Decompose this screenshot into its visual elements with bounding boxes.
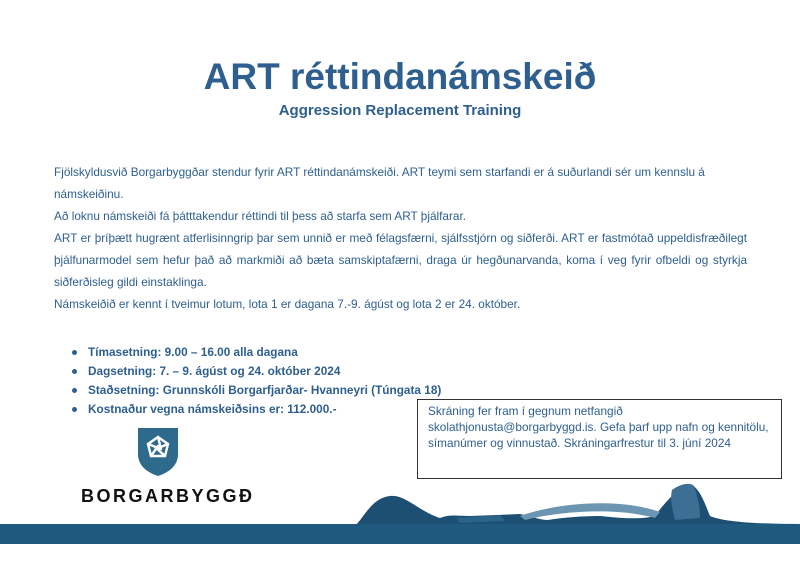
page-subtitle: Aggression Replacement Training	[278, 102, 522, 119]
intro-paragraph: Námskeiðið er kennt í tveimur lotum, lota 1 er dagana 7.-9. ágúst og lota 2 er 24. október.	[54, 297, 521, 311]
detail-cost: Kostnaður vegna námskeiðsins er: 112.000.-	[72, 400, 441, 419]
intro-paragraph: Að loknu námskeiði fá þátttakendur réttindi til þess að starfa sem ART þjálfarar.	[54, 209, 467, 223]
brand-name: BORGARBYGGÐ	[81, 486, 255, 506]
detail-dates: Dagsetning: 7. – 9. ágúst og 24. október 2024	[72, 362, 441, 381]
page-title: ART réttindanámskeið	[203, 56, 597, 97]
intro-paragraph: ART er þríþætt hugrænt atferlisinngrip þar sem unnið er með félagsfærni, sjálfsstjórn og siðferði. ART er fastmótað uppeldisfræðilegt þjálfunarmodel sem hefur það að markmiði að bæta samskiptafærni, draga úr hegðunarvanda, koma í veg fyrir ofbeldi og styrkja siðferðisleg gildi einstaklinga.	[54, 231, 747, 289]
intro-paragraph: Fjölskyldusvið Borgarbyggðar stendur fyrir ART réttindanámskeiði. ART teymi sem starfandi er á suðurlandi sér um kennslu á námskeiðinu.	[54, 165, 705, 201]
borgarbyggd-shield-icon	[137, 427, 179, 477]
detail-location: Staðsetning: Grunnskóli Borgarfjarðar- Hvanneyri (Túngata 18)	[72, 381, 441, 400]
course-details-list	[72, 343, 441, 419]
intro-text	[54, 161, 747, 315]
registration-box: Skráning fer fram í gegnum netfangið skolathjonusta@borgarbyggd.is. Gefa þarf upp nafn og kennitölu, símanúmer og vinnustað. Skráningarfrestur til 3. júní 2024	[417, 399, 782, 479]
mountain-landscape	[0, 476, 800, 566]
detail-time: Tímasetning: 9.00 – 16.00 alla dagana	[72, 343, 441, 362]
